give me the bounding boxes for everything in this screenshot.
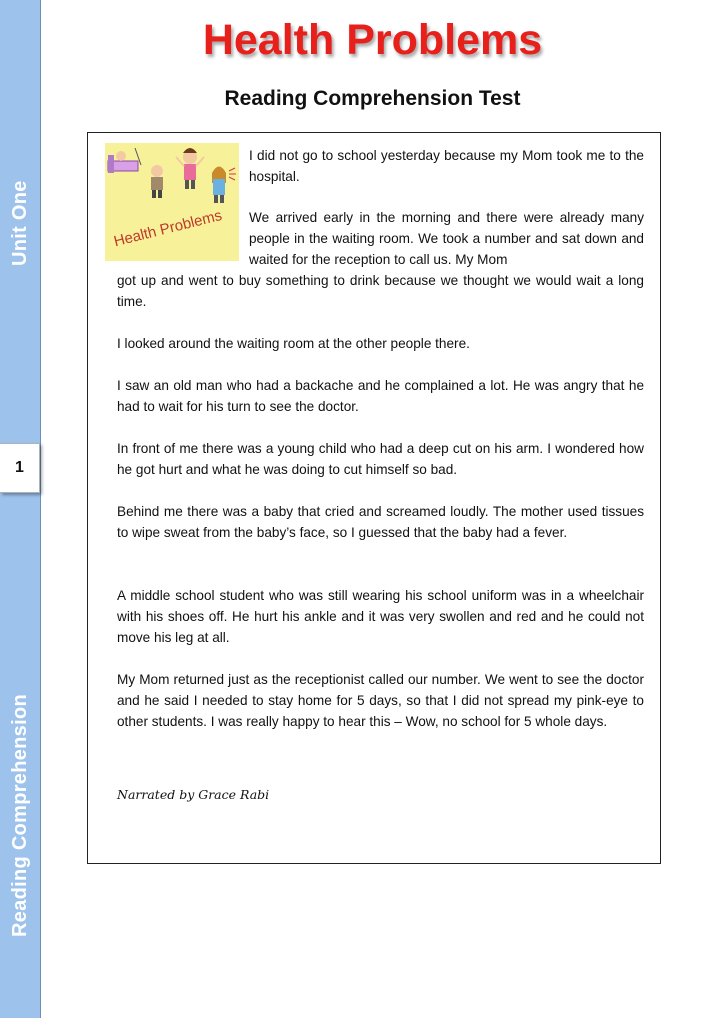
story-paragraph-4: I saw an old man who had a backache and he complained a lot. He was angry that he had to wait for his turn to see the doctor. [117, 378, 644, 414]
story-paragraph-2-continued: got up and went to buy something to drink because we thought we would wait a long time. [117, 273, 644, 309]
story-paragraph-1: I did not go to school yesterday because my Mom took me to the hospital. [249, 148, 644, 184]
story-paragraph-3: I looked around the waiting room at the other people there. [117, 336, 470, 351]
page-subtitle: Reading Comprehension Test [224, 87, 521, 110]
sidebar [0, 0, 41, 1018]
story-paragraph-5: In front of me there was a young child who had a deep cut on his arm. I wondered how he got hurt and what he was doing to cut himself so bad. [117, 441, 644, 477]
kids-illness-icon [105, 143, 239, 261]
health-problems-illustration [105, 143, 239, 261]
illustration-caption: Health Problems [112, 206, 224, 251]
story-paragraph-8: My Mom returned just as the receptionist called our number. We went to see the doctor and he said I needed to stay home for 5 days, so that I did not spread my pink-eye to other students. I was really happy to hear this – Wow, no school for 5 whole days. [117, 672, 644, 729]
story-paragraph-2: We arrived early in the morning and there were already many people in the waiting room. We took a number and sat down and waited for the reception to call us. My Mom [249, 210, 644, 267]
page-title: Health Problems [202, 16, 543, 64]
sidebar-section-label: Reading Comprehension [9, 694, 31, 937]
story-paragraph-7: A middle school student who was still wearing his school uniform was in a wheelchair with his shoes off. He hurt his ankle and it was very swollen and red and he could not move his leg at all. [117, 588, 644, 645]
sidebar-unit-label: Unit One [9, 180, 31, 266]
unit-number-tab: 1 [0, 443, 40, 493]
story-paragraph-6: Behind me there was a baby that cried and screamed loudly. The mother used tissues to wipe sweat from the baby’s face, so I guessed that the baby had a fever. [117, 504, 644, 540]
narrator-signature: Narrated by Grace Rabi [117, 787, 270, 802]
